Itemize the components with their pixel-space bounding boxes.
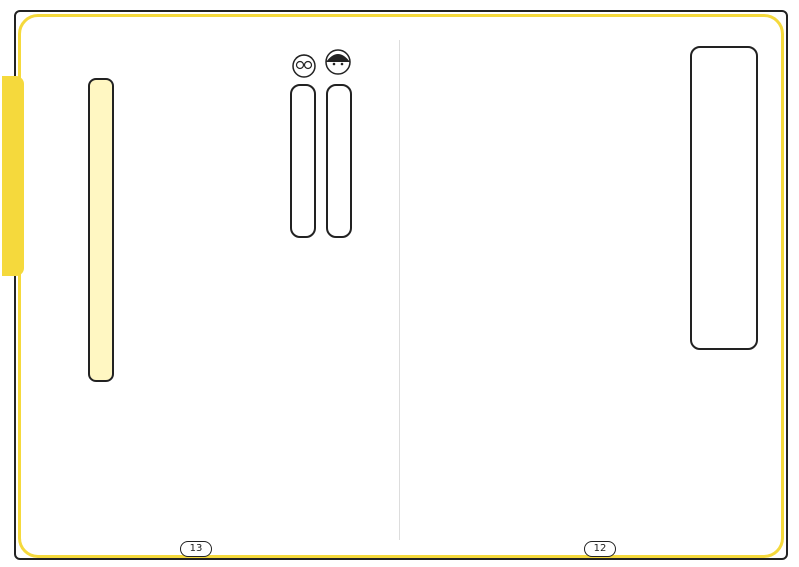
woman-face-icon xyxy=(323,48,353,78)
page-number-right: 12 xyxy=(584,541,616,557)
doctor-face-icon xyxy=(289,50,319,80)
highlighted-heading xyxy=(88,78,114,382)
center-divider xyxy=(399,40,400,540)
chapter-tab xyxy=(2,76,24,276)
speech-bubble-upper xyxy=(326,84,352,238)
yellow-frame xyxy=(18,14,784,558)
title-box xyxy=(690,46,758,350)
page-number-left: 13 xyxy=(180,541,212,557)
speech-bubble-lower xyxy=(290,84,316,238)
